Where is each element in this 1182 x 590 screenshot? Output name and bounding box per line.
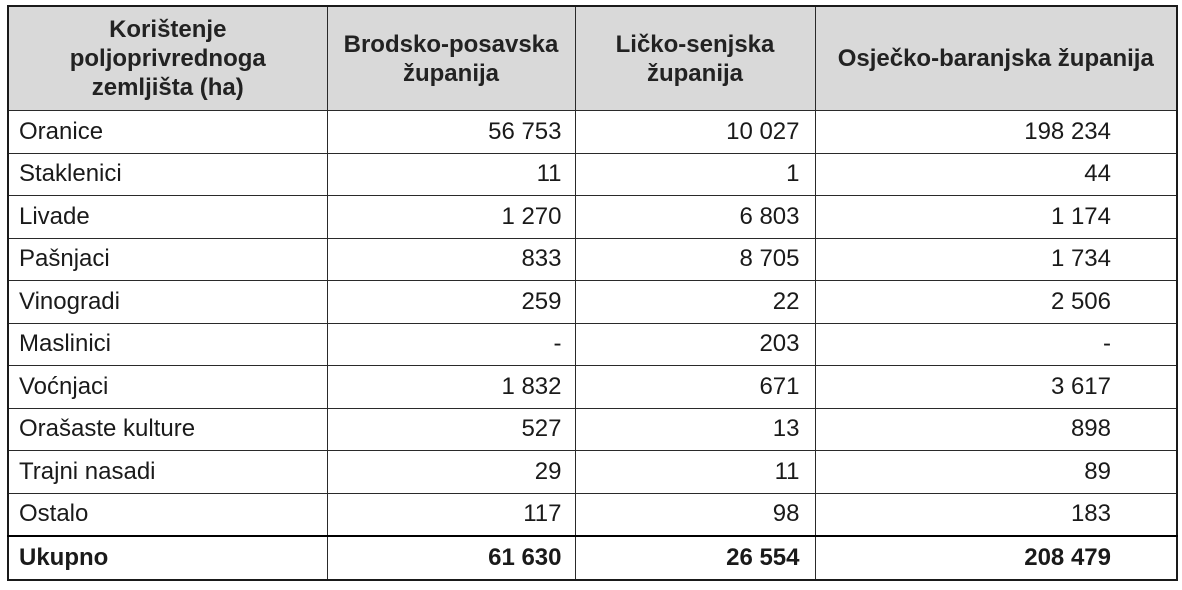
cell-licko-senjska: 22 — [575, 281, 815, 324]
cell-brodsko-posavska: 1 832 — [327, 366, 575, 409]
table-header — [8, 6, 1177, 111]
total-row — [8, 536, 1177, 580]
header-osjecko-baranjska: Osječko-baranjska županija — [815, 6, 1177, 111]
header-licko-senjska: Ličko-senjska županija — [575, 6, 815, 111]
total-brodsko-posavska: 61 630 — [327, 536, 575, 580]
cell-osjecko-baranjska: 1 174 — [815, 196, 1177, 239]
cell-brodsko-posavska: 259 — [327, 281, 575, 324]
table-row — [8, 408, 1177, 451]
table-row — [8, 111, 1177, 154]
cell-licko-senjska: 13 — [575, 408, 815, 451]
cell-licko-senjska: 10 027 — [575, 111, 815, 154]
cell-brodsko-posavska: 117 — [327, 493, 575, 536]
cell-brodsko-posavska: - — [327, 323, 575, 366]
cell-licko-senjska: 8 705 — [575, 238, 815, 281]
cell-brodsko-posavska: 29 — [327, 451, 575, 494]
cell-licko-senjska: 11 — [575, 451, 815, 494]
table-row — [8, 493, 1177, 536]
cell-osjecko-baranjska: - — [815, 323, 1177, 366]
header-brodsko-posavska: Brodsko-posavska županija — [327, 6, 575, 111]
row-label: Orašaste kulture — [8, 408, 327, 451]
table-body — [8, 111, 1177, 580]
table-row — [8, 366, 1177, 409]
cell-licko-senjska: 1 — [575, 153, 815, 196]
header-row — [8, 6, 1177, 111]
row-label: Pašnjaci — [8, 238, 327, 281]
row-label: Vinogradi — [8, 281, 327, 324]
cell-licko-senjska: 203 — [575, 323, 815, 366]
cell-osjecko-baranjska: 2 506 — [815, 281, 1177, 324]
table-row — [8, 281, 1177, 324]
cell-brodsko-posavska: 833 — [327, 238, 575, 281]
land-use-table — [7, 5, 1178, 581]
cell-brodsko-posavska: 527 — [327, 408, 575, 451]
cell-brodsko-posavska: 1 270 — [327, 196, 575, 239]
cell-licko-senjska: 98 — [575, 493, 815, 536]
table-row — [8, 153, 1177, 196]
row-label: Maslinici — [8, 323, 327, 366]
row-label: Livade — [8, 196, 327, 239]
cell-osjecko-baranjska: 3 617 — [815, 366, 1177, 409]
total-label: Ukupno — [8, 536, 327, 580]
row-label: Trajni nasadi — [8, 451, 327, 494]
cell-osjecko-baranjska: 183 — [815, 493, 1177, 536]
row-label: Voćnjaci — [8, 366, 327, 409]
header-land-use: Korištenje poljoprivrednoga zemljišta (ha) — [8, 6, 327, 111]
cell-brodsko-posavska: 11 — [327, 153, 575, 196]
row-label: Oranice — [8, 111, 327, 154]
cell-licko-senjska: 671 — [575, 366, 815, 409]
row-label: Staklenici — [8, 153, 327, 196]
table-row — [8, 323, 1177, 366]
table-container — [7, 5, 1178, 581]
row-label: Ostalo — [8, 493, 327, 536]
cell-osjecko-baranjska: 44 — [815, 153, 1177, 196]
table-row — [8, 451, 1177, 494]
cell-osjecko-baranjska: 1 734 — [815, 238, 1177, 281]
total-osjecko-baranjska: 208 479 — [815, 536, 1177, 580]
cell-brodsko-posavska: 56 753 — [327, 111, 575, 154]
total-licko-senjska: 26 554 — [575, 536, 815, 580]
table-row — [8, 238, 1177, 281]
cell-osjecko-baranjska: 198 234 — [815, 111, 1177, 154]
cell-osjecko-baranjska: 898 — [815, 408, 1177, 451]
cell-osjecko-baranjska: 89 — [815, 451, 1177, 494]
cell-licko-senjska: 6 803 — [575, 196, 815, 239]
table-row — [8, 196, 1177, 239]
